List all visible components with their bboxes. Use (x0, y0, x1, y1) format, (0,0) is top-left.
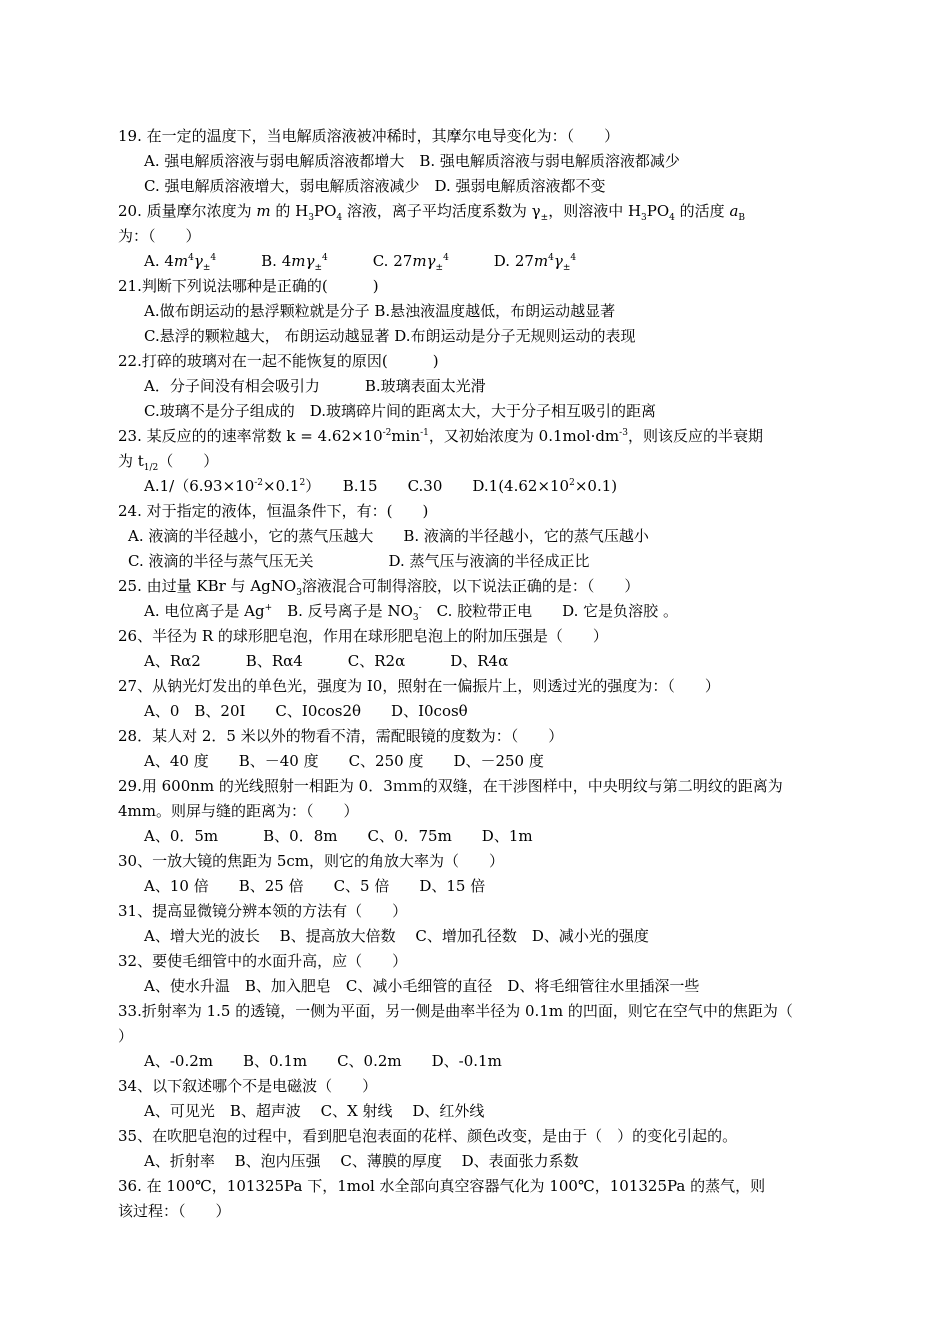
question-23 (118, 424, 838, 499)
question-19 (118, 124, 838, 199)
question-27 (118, 674, 838, 724)
question-text: 27、从钠光灯发出的单色光，强度为 I0，照射在一偏振片上，则透过光的强度为：（ ） (118, 677, 720, 695)
question-25 (118, 574, 838, 624)
answer-options: A、-0.2m B、0.1m C、0.2m D、-0.1m (144, 1052, 502, 1070)
question-list (118, 124, 838, 1224)
question-30 (118, 849, 838, 899)
question-24 (118, 499, 838, 574)
question-text: 22.打碎的玻璃对在一起不能恢复的原因( ) (118, 352, 439, 370)
question-text: 19. 在一定的温度下，当电解质溶液被冲稀时，其摩尔电导变化为：（ ） (118, 127, 620, 145)
answer-options: A、可见光 B、超声波 C、X 射线 D、红外线 (144, 1102, 485, 1120)
question-20 (118, 199, 838, 274)
answer-options: A. 电位离子是 Ag+ B. 反号离子是 $NO_3^-$ C. 胶粒带正电 D. 它是负溶胶 。 (144, 602, 678, 623)
answer-options: A. 液滴的半径越小，它的蒸气压越大 B. 液滴的半径越小，它的蒸气压越小 (128, 527, 649, 545)
answer-options: $A.1/(6.93\times 10^{-2}\times 0.1^2)$ B.15 C.30 $D.1(4.62\times 10^2\times 0.1)$ (144, 477, 618, 495)
answer-options: A、Rα2 B、Rα4 C、R2α D、R4α (144, 652, 509, 670)
question-text: 21.判断下列说法哪种是正确的( ) (118, 277, 379, 295)
question-text: 24. 对于指定的液体，恒温条件下，有：( ) (118, 502, 429, 520)
question-33 (118, 999, 838, 1074)
question-32 (118, 949, 838, 999)
answer-options: C. 液滴的半径与蒸气压无关 D. 蒸气压与液滴的半径成正比 (128, 552, 590, 570)
answer-options: A.做布朗运动的悬浮颗粒就是分子 B.悬浊液温度越低，布朗运动越显著 (144, 302, 616, 320)
answer-options: A、折射率 B、泡内压强 C、薄膜的厚度 D、表面张力系数 (144, 1152, 579, 1170)
question-36 (118, 1174, 838, 1224)
answer-options: A、0．5m B、0．8m C、0．75m D、1m (144, 827, 533, 845)
question-text: 为 $t_{1/2}$（ ） (118, 452, 219, 473)
answer-options: C. 强电解质溶液增大，弱电解质溶液减少 D. 强弱电解质溶液都不变 (144, 177, 606, 195)
question-34 (118, 1074, 838, 1124)
question-text: 25. 由过量 KBr 与 AgNO$_3$溶液混合可制得溶胶，以下说法正确的是：（ ） (118, 577, 640, 598)
question-text: 30、一放大镜的焦距为 5cm，则它的角放大率为（ ） (118, 852, 505, 870)
answer-options: A、增大光的波长 B、提高放大倍数 C、增加孔径数 D、减小光的强度 (144, 927, 649, 945)
answer-options: A．分子间没有相会吸引力 B.玻璃表面太光滑 (144, 377, 486, 395)
answer-options: A、40 度 B、－40 度 C、250 度 D、－250 度 (144, 752, 544, 770)
question-text: 33.折射率为 1.5 的透镜，一侧为平面，另一侧是曲率半径为 0.1m 的凹面，则它在空气中的焦距为（ (118, 1002, 793, 1020)
question-text: 29.用 600nm 的光线照射一相距为 0．3ｍｍ的双缝，在干涉图样中，中央明纹与第二明纹的距离为 (118, 777, 783, 795)
question-text: 32、要使毛细管中的水面升高，应（ ） (118, 952, 408, 970)
answer-options: C.悬浮的颗粒越大， 布朗运动越显著 D.布朗运动是分子无规则运动的表现 (144, 327, 636, 345)
question-29 (118, 774, 838, 849)
question-text: 为：（ ） (118, 227, 201, 245)
question-text: ） (118, 1027, 134, 1045)
question-text: 28．某人对 2．5 米以外的物看不清，需配眼镜的度数为：（ ） (118, 727, 564, 745)
question-21 (118, 274, 838, 349)
question-text: 23. 某反应的的速率常数 $k = 4.62\times 10^{-2}\min^{-1}$，又初始浓度为 $0.1mol\cdot dm^{-3}$，则该反应的半衰期 (118, 427, 763, 445)
answer-options: A. 强电解质溶液与弱电解质溶液都增大 B. 强电解质溶液与弱电解质溶液都减少 (144, 152, 680, 170)
answer-options: A、使水升温 B、加入肥皂 C、减小毛细管的直径 D、将毛细管往水里插深一些 (144, 977, 700, 995)
question-22 (118, 349, 838, 424)
question-text: 35、在吹肥皂泡的过程中，看到肥皂泡表面的花样、颜色改变，是由于（ ）的变化引起的。 (118, 1127, 738, 1145)
answer-options: A. $4m^4\gamma_\pm^4$ B. $4m\gamma_\pm^4$ C. $27m\gamma_\pm^4$ D. $27m^4\gamma_\pm^4$ (144, 252, 577, 273)
question-26 (118, 624, 838, 674)
question-text: 4mm。则屏与缝的距离为：（ ） (118, 802, 359, 820)
question-35 (118, 1124, 838, 1174)
question-31 (118, 899, 838, 949)
question-text: 31、提高显微镜分辨本领的方法有（ ） (118, 902, 408, 920)
answer-options: A、0 B、20I C、I0cos2θ D、I0cosθ (144, 702, 468, 720)
answer-options: A、10 倍 B、25 倍 C、5 倍 D、15 倍 (144, 877, 486, 895)
question-text: 36. 在 100℃，101325Pa 下，1mol 水全部向真空容器气化为 100℃，101325Pa 的蒸气，则 (118, 1177, 766, 1195)
question-text: 该过程：（ ） (118, 1202, 231, 1220)
question-text: 34、以下叙述哪个不是电磁波（ ） (118, 1077, 378, 1095)
question-28 (118, 724, 838, 774)
question-text: 20. 质量摩尔浓度为 m 的 $H_3PO_4$ 溶液，离子平均活度系数为 $\gamma_\pm$，则溶液中 $H_3PO_4$ 的活度 $a_B$ (118, 202, 746, 223)
question-text: 26、半径为 R 的球形肥皂泡，作用在球形肥皂泡上的附加压强是（ ） (118, 627, 608, 645)
answer-options: C.玻璃不是分子组成的 D.玻璃碎片间的距离太大，大于分子相互吸引的距离 (144, 402, 656, 420)
